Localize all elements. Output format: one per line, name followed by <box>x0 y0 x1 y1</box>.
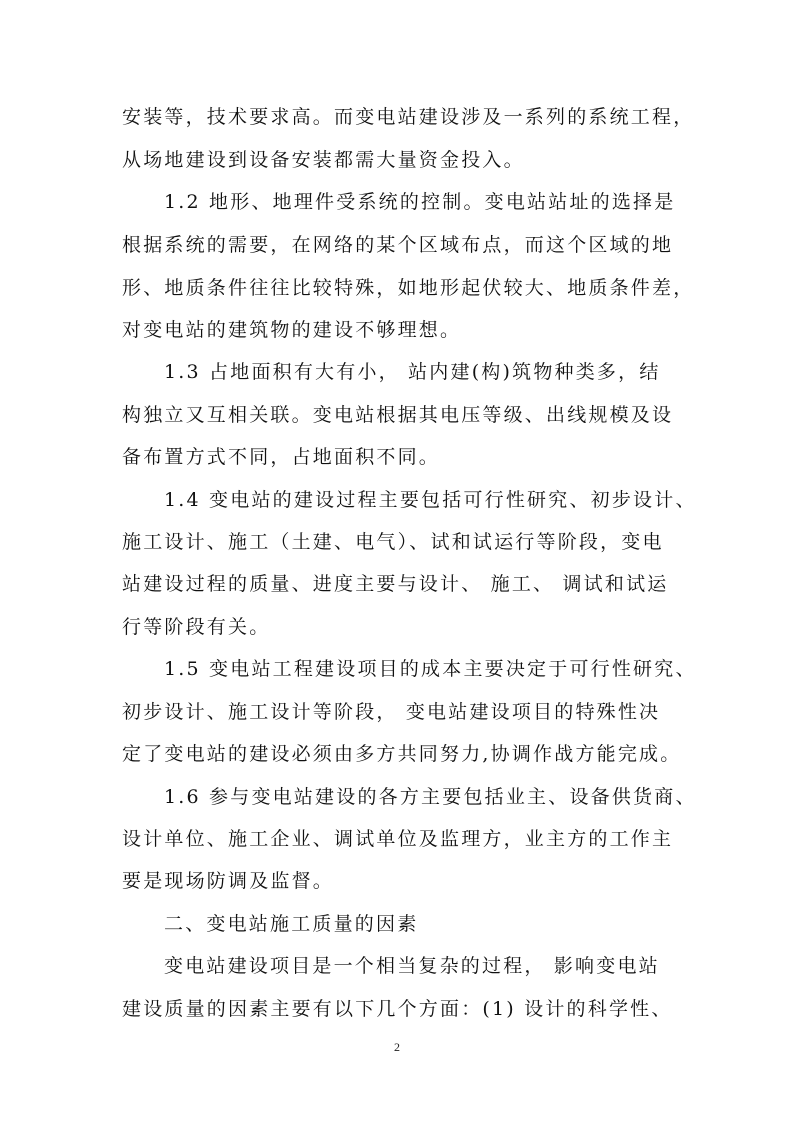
body-text-line: 构独立又互相关联。变电站根据其电压等级、出线规模及设 <box>122 404 674 426</box>
body-text-line: 站建设过程的质量、进度主要与设计、 施工、 调试和试运 <box>122 573 669 595</box>
body-text-line: 从场地建设到设备安装都需大量资金投入。 <box>122 149 525 171</box>
section-heading-1-3: 1.3 占地面积有大有小， 站内建(构)筑物种类多，结 <box>164 361 661 383</box>
body-text-line: 施工设计、施工（土建、电气）、试和试运行等阶段，变电 <box>122 531 664 553</box>
body-text-line: 定了变电站的建设必须由多方共同努力,协调作战方能完成。 <box>122 743 682 765</box>
page-number: 2 <box>394 1040 400 1054</box>
section-heading-1-2: 1.2 地形、地理件受系统的控制。变电站站址的选择是 <box>164 191 676 213</box>
body-text-line: 备布置方式不同，占地面积不同。 <box>122 446 441 468</box>
body-text-line: 要是现场防调及监督。 <box>122 870 335 892</box>
body-text-line: 设计单位、施工企业、调试单位及监理方，业主方的工作主 <box>122 828 674 850</box>
section-heading-1-5: 1.5 变电站工程建设项目的成本主要决定于可行性研究、 <box>164 658 697 680</box>
section-heading-1-4: 1.4 变电站的建设过程主要包括可行性研究、初步设计、 <box>164 489 697 511</box>
body-text-line: 根据系统的需要，在网络的某个区域布点，而这个区域的地 <box>122 234 674 256</box>
body-text-line: 行等阶段有关。 <box>122 616 271 638</box>
body-text-line: 形、地质条件往往比较特殊，如地形起伏较大、地质条件差， <box>122 277 695 299</box>
body-text-line: 对变电站的建筑物的建设不够理想。 <box>122 319 462 341</box>
body-text-line: 安装等，技术要求高。而变电站建设涉及一系列的系统工程， <box>122 106 695 128</box>
body-text-line: 变电站建设项目是一个相当复杂的过程， 影响变电站 <box>164 955 660 977</box>
body-text-line: 建设质量的因素主要有以下几个方面：(1) 设计的科学性、 <box>122 998 673 1020</box>
section-heading-1-6: 1.6 参与变电站建设的各方主要包括业主、设备供货商、 <box>164 786 697 808</box>
section-heading-2: 二、变电站施工质量的因素 <box>164 913 419 935</box>
body-text-line: 初步设计、施工设计等阶段， 变电站建设项目的特殊性决 <box>122 701 661 723</box>
